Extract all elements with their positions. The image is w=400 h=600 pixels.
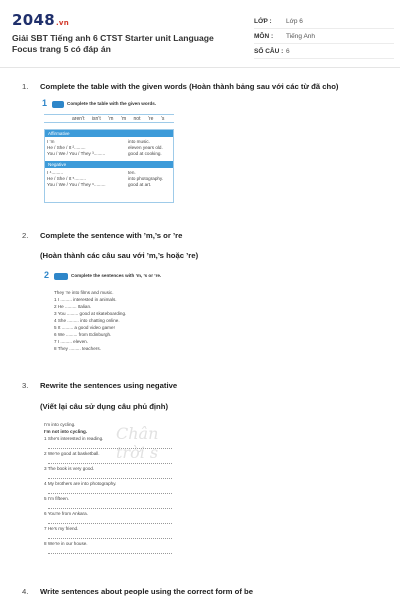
meta-value: Tiếng Anh [286,32,316,40]
question-text: Rewrite the sentences using negative [40,381,178,390]
watermark: Chân trời s [116,424,159,462]
exercise-line: 2 He ......... Italian. [54,304,92,309]
table-cell: eleven years old. [128,145,163,150]
answer-line[interactable] [48,478,172,479]
page-title: Giải SBT Tiếng anh 6 CTST Starter unit Language Focus trang 5 có đáp án [12,33,214,54]
question-text: Complete the table with the given words (Hoàn thành bảng sau với các từ đã cho) [40,82,339,91]
exercise-3-image [42,420,182,556]
exercise-line: 4 She ......... into chatting online. [54,318,120,323]
exercise-line: 5 It ......... a good video game! [54,325,115,330]
word-bank: aren’t isn’t ’m ’m not ’re ’s [44,114,174,123]
exercise-line: 4 My brothers are into photography. [44,481,117,486]
meta-row-subject [254,29,394,44]
table-cell: good at art. [128,182,152,187]
answer-line[interactable] [48,493,172,494]
exercise-line: 8 They ......... teachers. [54,346,101,351]
exercise-badge [52,101,64,108]
exercise-2-image [44,270,164,358]
table-cell: He / She / It ²......... [47,145,86,150]
question-number: 4. [22,587,29,596]
exercise-line: 7 I ......... eleven. [54,339,88,344]
table-cell: into music. [128,139,150,144]
table-cell: He / She / It ⁵......... [47,176,86,181]
affirmative-header: Affirmative [45,130,173,137]
table-cell: You / We / You / They ³......... [47,151,106,156]
answer-line[interactable] [48,463,172,464]
exercise-instruction: Complete the table with the given words. [67,101,157,106]
page-header [0,0,400,68]
table-cell: I ’m [47,139,55,144]
meta-value: Lớp 6 [286,17,303,25]
logo-text: 2048 [12,11,55,29]
exercise-line: 6 We ......... from Edinburgh. [54,332,112,337]
example-sentence: I’m into cycling. [44,422,76,427]
exercise-line: 8 We’re in our house. [44,541,88,546]
exercise-line: 1 She’s interested in reading. [44,436,104,441]
exercise-line: 1 I ......... interested in animals. [54,297,117,302]
logo-suffix: .vn [55,19,70,27]
meta-row-count [254,44,394,59]
meta-key: MÔN : [254,32,274,40]
exercise-number: 2 [44,270,50,280]
site-logo[interactable] [12,11,69,29]
example-answer: I’m not into cycling. [44,429,88,434]
exercise-line: 3 You ......... good at skateboarding. [54,311,127,316]
exercise-number: 1 [42,98,48,108]
answer-line[interactable] [48,508,172,509]
exercise-line: 2 We’re good at basketball. [44,451,100,456]
question-1 [22,82,339,91]
meta-key: LỚP : [254,17,272,25]
answer-line[interactable] [48,538,172,539]
question-4 [22,587,253,596]
exercise-badge [54,273,68,280]
exercise-instruction: Complete the sentences with ’m, ’s or ’re. [71,273,162,278]
question-text: Write sentences about people using the correct form of be [40,587,254,596]
exercise-line: 6 You’re from Ankara. [44,511,88,516]
table-cell: I ⁴......... [47,170,64,175]
exercise-line: 5 I’m fifteen. [44,496,70,501]
question-2 [22,231,182,240]
table-cell: You / We / You / They ⁶......... [47,182,106,187]
answer-line[interactable] [48,448,172,449]
question-number: 1. [22,82,29,91]
meta-value: 6 [286,47,290,55]
meta-key: SỐ CÂU : [254,47,284,55]
question-3 [22,381,177,390]
answer-line[interactable] [48,523,172,524]
answer-line[interactable] [48,553,172,554]
table-cell: ten. [128,170,136,175]
exercise-line: 7 He’s my friend. [44,526,79,531]
table-cell: into photography. [128,176,164,181]
question-number: 3. [22,381,29,390]
negative-header: Negative [45,161,173,168]
question-translation: (Hoàn thành các câu sau với ’m,’s hoặc ’re) [40,251,199,260]
exercise-line: 3 The book is very good. [44,466,95,471]
exercise-line: They ’re into films and music. [54,290,114,295]
exercise-1-image [42,98,182,206]
question-number: 2. [22,231,29,240]
table-cell: good at cooking. [128,151,162,156]
question-text: Complete the sentence with ’m,’s or ’re [40,231,183,240]
question-translation: (Viết lại câu sử dụng câu phủ định) [40,402,169,411]
meta-info [254,14,394,59]
meta-row-class [254,14,394,29]
